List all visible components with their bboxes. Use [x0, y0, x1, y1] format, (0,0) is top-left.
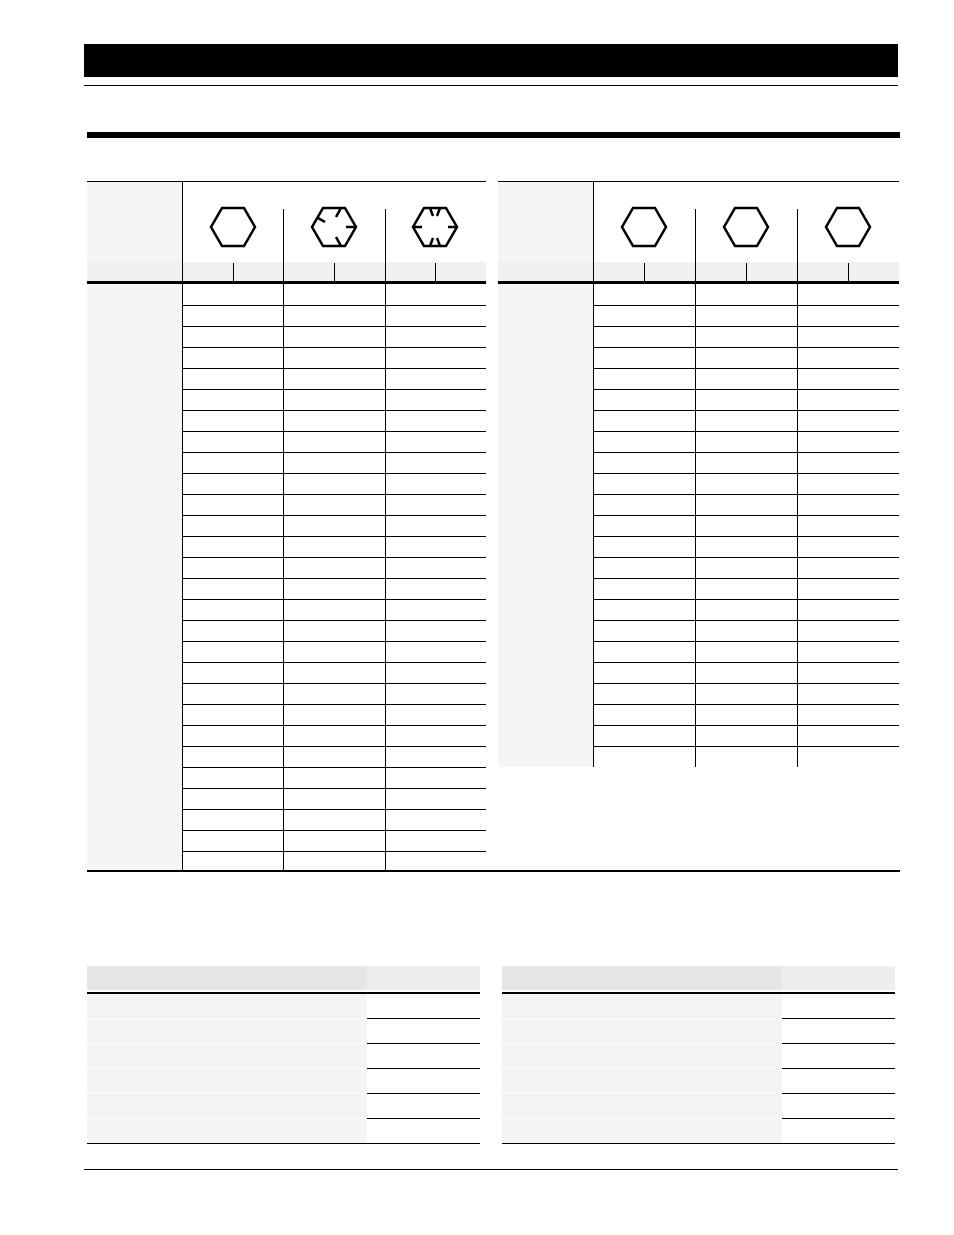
table-row: [502, 1044, 895, 1068]
row-separator: [593, 473, 899, 474]
column-divider: [283, 209, 284, 872]
row-separator: [593, 746, 899, 747]
table-row: [502, 1069, 895, 1093]
subheader-tick: [435, 263, 436, 281]
row-separator: [182, 746, 486, 747]
row-separator: [182, 431, 486, 432]
row-separator: [182, 704, 486, 705]
hex-nut-icon: [209, 203, 257, 251]
section-bottom-rule: [87, 870, 900, 872]
table-cell: [502, 1069, 782, 1093]
subheader-tick: [746, 263, 747, 281]
row-separator: [593, 578, 899, 579]
row-separator: [502, 1143, 895, 1144]
row-separator: [593, 704, 899, 705]
hex-nut-icon: [722, 203, 770, 251]
header-cell: [782, 966, 895, 990]
row-separator: [182, 305, 486, 306]
row-separator: [593, 683, 899, 684]
table-cell: [87, 1069, 367, 1093]
row-separator: [182, 851, 486, 852]
row-separator: [593, 431, 899, 432]
header-cell: [367, 966, 480, 990]
table-row: [87, 1069, 480, 1093]
header-thick-line: [87, 281, 486, 284]
header-thick-line: [498, 281, 899, 284]
table-cell: [502, 1044, 782, 1068]
table-cell: [87, 1119, 367, 1143]
row-separator: [182, 599, 486, 600]
table-row: [87, 1019, 480, 1043]
row-separator: [182, 452, 486, 453]
table-cell: [502, 1094, 782, 1118]
row-separator: [182, 578, 486, 579]
row-separator: [593, 494, 899, 495]
table-row: [87, 994, 480, 1018]
row-separator: [182, 326, 486, 327]
row-separator: [182, 368, 486, 369]
row-separator: [593, 368, 899, 369]
table-cell: [502, 1119, 782, 1143]
row-separator: [182, 515, 486, 516]
row-separator: [182, 494, 486, 495]
row-separator: [593, 662, 899, 663]
subheader-tick: [334, 263, 335, 281]
row-separator: [593, 347, 899, 348]
table-row: [502, 1119, 895, 1143]
row-separator: [593, 515, 899, 516]
row-separator: [182, 641, 486, 642]
table-cell: [87, 1019, 367, 1043]
table-row: [502, 1094, 895, 1118]
table-row: [87, 1094, 480, 1118]
table-cell: [502, 1019, 782, 1043]
label-column: [87, 182, 182, 872]
header-cell: [502, 966, 782, 990]
column-divider: [593, 182, 594, 767]
row-separator: [593, 326, 899, 327]
column-divider: [182, 182, 183, 872]
row-separator: [593, 620, 899, 621]
table-row: [502, 1019, 895, 1043]
row-separator: [182, 473, 486, 474]
subheader-tick: [233, 263, 234, 281]
row-separator: [593, 410, 899, 411]
table-cell: [87, 1094, 367, 1118]
row-separator: [182, 620, 486, 621]
table-header-row: [87, 966, 480, 990]
column-divider: [385, 209, 386, 872]
header-rule: [84, 85, 898, 86]
header-subrow: [498, 262, 899, 282]
hex-nut-icon: [620, 203, 668, 251]
table-row: [87, 1119, 480, 1143]
row-separator: [182, 725, 486, 726]
row-separator: [182, 389, 486, 390]
table-header-row: [502, 966, 895, 990]
row-separator: [593, 599, 899, 600]
row-separator: [593, 557, 899, 558]
row-separator: [593, 641, 899, 642]
header-subrow: [87, 262, 486, 282]
subheader-tick: [644, 263, 645, 281]
row-separator: [87, 1143, 480, 1144]
row-separator: [593, 389, 899, 390]
row-separator: [182, 809, 486, 810]
row-separator: [182, 683, 486, 684]
row-separator: [182, 767, 486, 768]
row-separator: [593, 305, 899, 306]
page-header-bar: [84, 44, 898, 77]
table-cell: [502, 994, 782, 1018]
row-separator: [182, 830, 486, 831]
footer-rule: [84, 1169, 898, 1170]
row-separator: [182, 347, 486, 348]
row-separator: [182, 662, 486, 663]
table-cell: [87, 1044, 367, 1068]
table-cell: [87, 994, 367, 1018]
row-separator: [182, 557, 486, 558]
hex-three-notch-icon: [310, 203, 358, 251]
row-separator: [593, 452, 899, 453]
header-cell: [87, 966, 367, 990]
row-separator: [182, 788, 486, 789]
row-separator: [182, 410, 486, 411]
hex-six-notch-icon: [411, 203, 459, 251]
section-top-rule: [87, 132, 900, 138]
table-row: [87, 1044, 480, 1068]
table-row: [502, 994, 895, 1018]
row-separator: [182, 536, 486, 537]
row-separator: [593, 725, 899, 726]
hex-nut-icon: [824, 203, 872, 251]
row-separator: [593, 536, 899, 537]
subheader-tick: [848, 263, 849, 281]
